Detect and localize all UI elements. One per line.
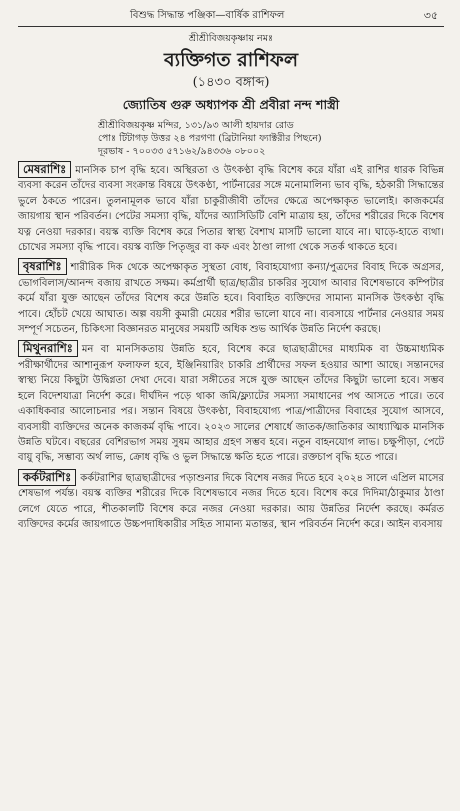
address-block [98,119,444,158]
phone-line: দূরভাষ - ৭০০৩৩ ৫৭১৬২/৯৪৩৩৬ ০৮০০২ [98,146,266,157]
address-line: শ্রীশ্রীবিজয়কৃষ্ণ মন্দির, ১৩১/৯৩ আলী হায়দার রোড [98,120,294,131]
page-number: ৩৫ [423,8,438,22]
rashi-text: মানসিক চাপ বৃদ্ধি হবে। অস্থিরতা ও উৎকণ্ঠা বৃদ্ধি বিশেষ করে যাঁরা এই রাশির ধারক বিভিন্ন ব্যবসা করেন তাঁদের ব্যবসা সংক্রান্ত বিষয়ে উৎকণ্ঠা, পার্টনারের সঙ্গে মনোমালিন্য ভাব বৃদ্ধি, হঠকারী সিদ্ধান্তের ভুলে ঠকতে পারেন। তুলনামূলক ভাবে যাঁরা চাকুরীজীবী তাঁদের ক্ষেত্রে অপেক্ষাকৃত ভালোই। কাজকর্মের জায়গায় স্থান পরিবর্তন। পেটের সমস্যা বৃদ্ধি, যাঁদের অ্যাসিডিটি বেশি মাত্রায় হয়, তাঁদের শরীরের দিকে বিশেষ যত্ন নেওয়া দরকার। বয়স্ক ব্যক্তি বিশেষ করে পিতার স্বাস্থ্য বৈশাখ মাসটি ভালো যাবে না। ঘাড়ে-হাতে ব্যথা। চোখের সমস্যা বৃদ্ধি পাবে। বয়স্ক ব্যক্তি পিতৃজুর বা কফ এবং ঠাণ্ডা লাগা থেকে সতর্ক থাকতে হবে। [18,165,444,254]
horoscope-section-brish [18,258,444,337]
title-block [18,32,444,117]
horoscope-section-mithun [18,340,444,465]
rashi-text: কর্কটরাশির ছাত্রছাত্রীদের পড়াশুনার দিকে বিশেষ নজর দিতে হবে ২০২৪ সালে এপ্রিল মাসের শেষভাগ পর্যন্ত। বয়স্ক ব্যক্তির শরীরের দিকে বিশেষভাবে নজর দিতে হবে। বিশেষ করে দিদিমা/ঠাকুমার ঠাণ্ডা লেগে যেতে পারে, শীতকালটি বিশেষ করে নজর নেওয়া দরকার। আয় উন্নতির নির্দেশ করছে। কর্মরত ব্যক্তিদের কর্মের জায়গাতে উচ্চপদাধিকারীর সহিত সামান্য মতান্তর, স্থান পরিবর্তন নির্দেশ করে। আইন ব্যবসায় [18,472,444,530]
year-subtitle: (১৪৩০ বঙ্গাব্দ) [192,75,270,90]
rashi-label: মেষরাশিঃ [18,161,71,178]
invocation-text: শ্রীশ্রীবিজয়কৃষ্ণায় নমঃ [188,33,274,44]
page-title: ব্যক্তিগত রাশিফল [164,49,298,71]
rashi-label: মিথুনরাশিঃ [18,340,78,357]
horoscope-section-mesh [18,161,444,255]
running-title: বিশুদ্ধ সিদ্ধান্ত পঞ্জিকা—বার্ষিক রাশিফল [130,9,285,21]
rashi-label: বৃষরাশিঃ [18,258,67,275]
rashi-label: কর্কটরাশিঃ [18,469,76,486]
horoscope-section-karkat [18,469,444,533]
running-header [18,6,444,27]
rashi-text: শারীরিক দিক থেকে অপেক্ষাকৃত সুস্থতা বোধ, বিবাহযোগ্যা কন্যা/পুত্রদের বিবাহ দিকে অগ্রসর, ভোগবিলাস/আনন্দ বজায় রাখতে সক্ষম। কর্মপ্রার্থী ছাত্র/ছাত্রীর চাকরির সুযোগ আবার বিশেষভাবে কম্পিটার কর্মে যাঁরা যুক্ত আছেন তাঁদের বিশেষ করে উন্নতি হবে। বিবাহিত ব্যক্তিদের সামান্য মানসিক উৎকণ্ঠা বৃদ্ধি পাবে। হোঁচট খেয়ে আঘাত। অল্প বয়সী কুমারী মেয়ের শরীর ভালো যাবে না। ব্যবসায়ে পার্টনার নেওয়ার সময় সম্পূর্ণ সচেতন, চিকিৎসা বিজ্ঞানরত মানুষের সময়টি অধিক শুভ আর্থিক উন্নতি নির্দেশ করছে। [18,262,444,336]
address-line: পোঃ টিটাগড় উত্তর ২৪ পরগণা (ব্রিটানিয়া ফ্যাক্টরীর পিছনে) [98,133,322,144]
astrologer-name: জ্যোতিষ গুরু অধ্যাপক শ্রী প্রবীরা নন্দ শাস্ত্রী [122,97,340,112]
rashi-text: মন বা মানসিকতায় উন্নতি হবে, বিশেষ করে ছাত্রছাত্রীদের মাধ্যমিক বা উচ্চমাধ্যমিক পরীক্ষার্থীদের আশানুরূপ ফলাফল হবে, ইঞ্জিনিয়ারিং চাকরি প্রার্থীদের সফল হওয়ার আশা আছে। সন্তানদের স্বাস্থ্য নিয়ে কিছুটা উদ্বিগ্নতা দেখা দেবে। যারা সঙ্গীতের সঙ্গে যুক্ত আছেন তাঁদের কিছুটা ভালো হবে। সম্ভব হলে বিদেশযাত্রা নির্দেশ করে। দীর্ঘদিন পড়ে থাকা জমি/ফ্ল্যাটের সমস্যা সমাধানের পথ আসতে পারে। তবে একাধিকবার আলোচনার পর। সন্তান বিষয়ে উৎকণ্ঠা, বিবাহযোগ্য পাত্র/পাত্রীদের বিবাহের সুযোগ আসবে, ব্যবসায়ী ব্যক্তিদের অনেক কাজকর্ম বৃদ্ধি পাবে। ২০২৩ সালের শেষার্ধে জাতক/জাতিকার আধ্যাত্মিক মানসিক উন্নতি ঘটবে। বছরের বেশিরভাগ সময় সুষম আহার গ্রহণ সম্ভব হবে। নতুন বাহনযোগ লাভ। চক্ষুপীড়া, পেটে বায়ু বৃদ্ধি, সম্ভাব্য অর্থ লাভ, ক্রোধ বৃদ্ধি ও ভুল সিদ্ধান্তে ক্ষতি হতে পারে। রক্তচাপ বৃদ্ধি হতে পারে। [18,344,444,464]
